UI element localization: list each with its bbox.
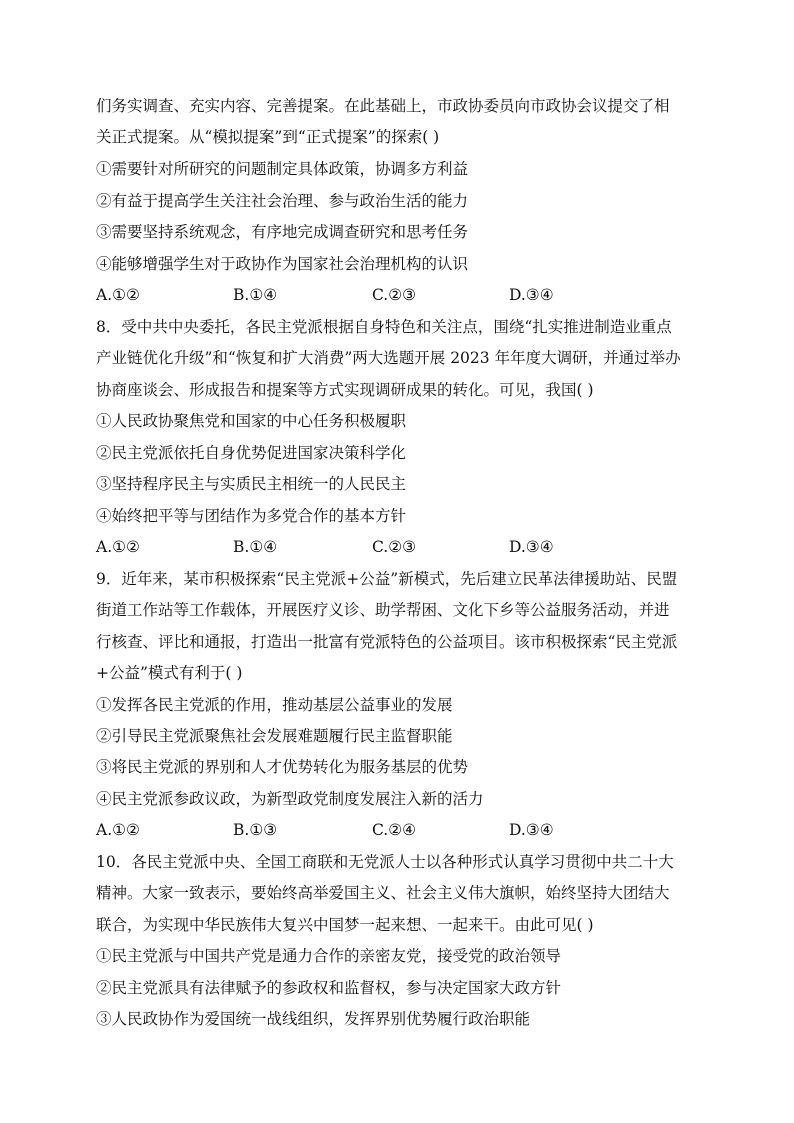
q10-stem-line-2: 精神。大家一致表示，要始终高举爱国主义、社会主义伟大旗帜，始终坚持大团结大: [96, 884, 670, 902]
q8-stem-line-3: 协商座谈会、形成报告和提案等方式实现调研成果的转化。可见，我国( ): [96, 381, 594, 399]
q7-options: [96, 285, 706, 305]
q10-item-2: ②民主党派具有法律赋予的参政权和监督权，参与决定国家大政方针: [96, 979, 562, 997]
q8-item-4: ④始终把平等与团结作为多党合作的基本方针: [96, 507, 407, 525]
q8-stem-line-1: 8．受中共中央委托，各民主党派根据自身特色和关注点，围绕“扎实推进制造业重点: [96, 318, 672, 336]
q10-stem-line-3: 联合，为实现中华民族伟大复兴中国梦一起来想、一起来干。由此可见( ): [96, 916, 594, 934]
q9-stem-line-1: 9．近年来，某市积极探索“民主党派+公益”新模式，先后建立民革法律援助站、民盟: [96, 570, 678, 588]
q9-stem-line-3: 行核查、评比和通报，打造出一批富有党派特色的公益项目。该市积极探索“民主党派: [96, 633, 678, 651]
q8-option-d[interactable]: D.③④: [509, 538, 554, 556]
q9-stem-line-2: 街道工作站等工作载体，开展医疗义诊、助学帮困、文化下乡等公益服务活动，并进: [96, 601, 670, 619]
q8-stem-line-2: 产业链优化升级”和“恢复和扩大消费”两大选题开展 2023 年年度大调研，并通过举办: [96, 349, 681, 367]
q9-stem-line-4: +公益”模式有利于( ): [96, 664, 243, 682]
q9-item-3: ③将民主党派的界别和人才优势转化为服务基层的优势: [96, 758, 469, 776]
q8-options: [96, 537, 706, 557]
q9-option-c[interactable]: C.②④: [372, 821, 417, 839]
q9-option-d[interactable]: D.③④: [509, 821, 554, 839]
q8-option-c[interactable]: C.②③: [372, 538, 417, 556]
q7-stem-line-1: 们务实调查、充实内容、完善提案。在此基础上，市政协委员向市政协会议提交了相: [96, 97, 670, 115]
q9-options: [96, 820, 706, 840]
q7-item-2: ②有益于提高学生关注社会治理、参与政治生活的能力: [96, 192, 469, 210]
q8-option-b[interactable]: B.①④: [233, 538, 278, 556]
q7-option-a[interactable]: A.①②: [96, 286, 140, 304]
q8-option-a[interactable]: A.①②: [96, 538, 140, 556]
q9-item-1: ①发挥各民主党派的作用，推动基层公益事业的发展: [96, 696, 453, 714]
q10-item-3: ③人民政协作为爱国统一战线组织，发挥界别优势履行政治职能: [96, 1010, 531, 1028]
q9-option-a[interactable]: A.①②: [96, 821, 140, 839]
q9-option-b[interactable]: B.①③: [233, 821, 278, 839]
q7-item-3: ③需要坚持系统观念，有序地完成调查研究和思考任务: [96, 223, 469, 241]
q8-item-3: ③坚持程序民主与实质民主相统一的人民民主: [96, 475, 407, 493]
q7-item-4: ④能够增强学生对于政协作为国家社会治理机构的认识: [96, 255, 469, 273]
q9-item-4: ④民主党派参政议政，为新型政党制度发展注入新的活力: [96, 790, 484, 808]
q7-option-c[interactable]: C.②③: [372, 286, 417, 304]
q10-stem-line-1: 10．各民主党派中央、全国工商联和无党派人士以各种形式认真学习贯彻中共二十大: [96, 853, 674, 871]
q8-item-2: ②民主党派依托自身优势促进国家决策科学化: [96, 444, 407, 462]
q7-option-d[interactable]: D.③④: [509, 286, 554, 304]
q7-option-b[interactable]: B.①④: [233, 286, 278, 304]
q9-item-2: ②引导民主党派聚焦社会发展难题履行民主监督职能: [96, 727, 453, 745]
q10-item-1: ①民主党派与中国共产党是通力合作的亲密友党，接受党的政治领导: [96, 947, 562, 965]
q7-stem-line-2: 关正式提案。从“模拟提案”到“正式提案”的探索( ): [96, 128, 440, 146]
q7-item-1: ①需要针对所研究的问题制定具体政策，协调多方利益: [96, 160, 469, 178]
q8-item-1: ①人民政协聚焦党和国家的中心任务积极履职: [96, 412, 407, 430]
